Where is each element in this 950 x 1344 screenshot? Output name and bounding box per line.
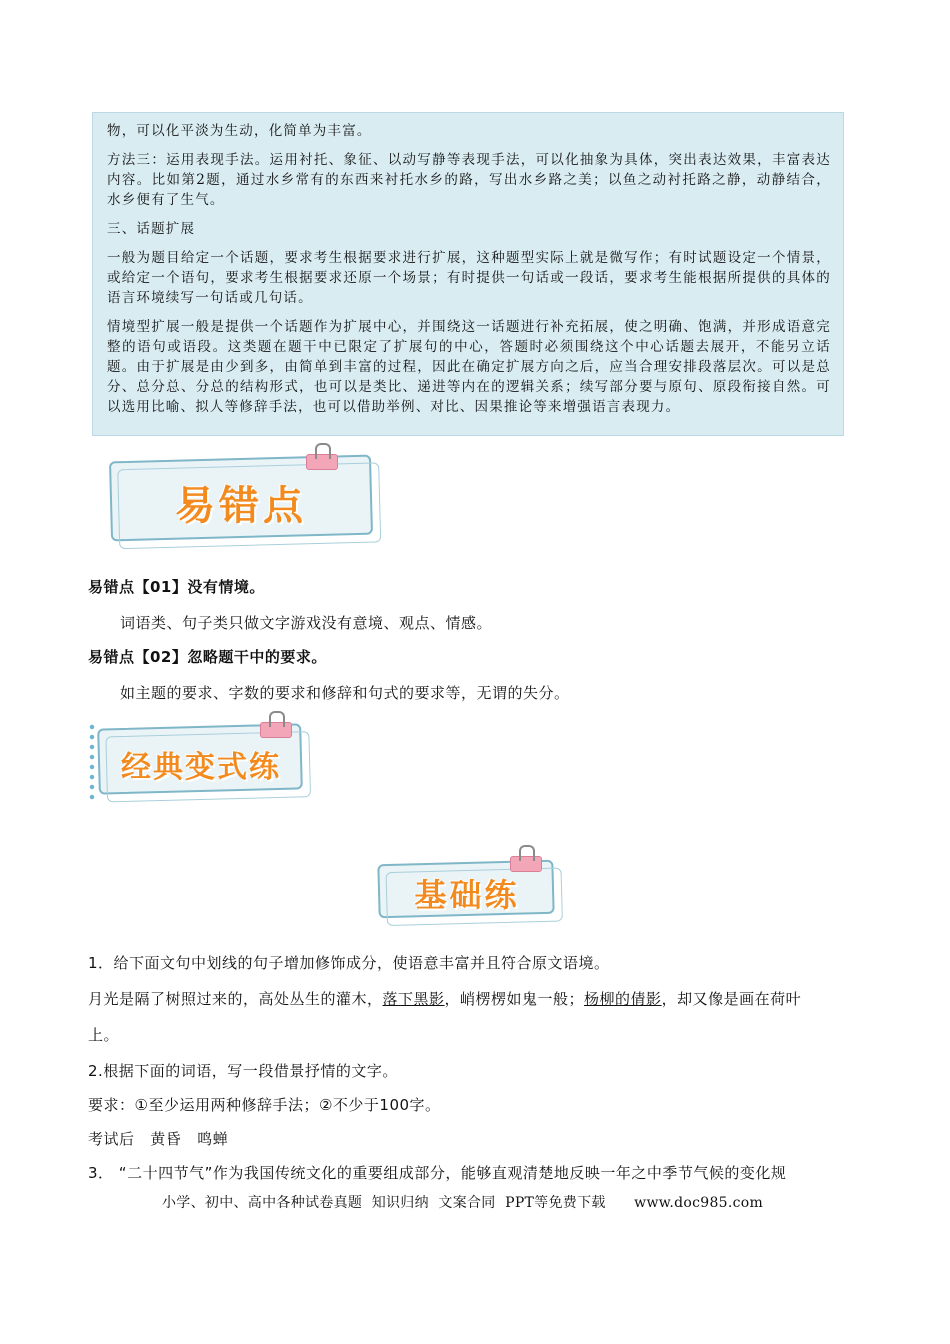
knowledge-box bbox=[92, 112, 844, 436]
basic-banner-title: 基础练 bbox=[414, 876, 520, 914]
box-paragraph: 三、话题扩展 bbox=[107, 221, 196, 237]
error-point-2-text: 如主题的要求、字数的要求和修辞和句式的要求等，无谓的失分。 bbox=[120, 684, 570, 702]
variants-banner-title: 经典变式练 bbox=[121, 750, 281, 785]
box-paragraph: 物，可以化平淡为生动，化简单为丰富。 bbox=[107, 123, 372, 139]
clip-icon bbox=[306, 454, 338, 470]
question-1-passage-end: 上。 bbox=[88, 1026, 120, 1044]
underlined-phrase: 杨柳的倩影 bbox=[584, 990, 662, 1008]
clip-icon bbox=[260, 722, 292, 738]
errors-banner bbox=[100, 452, 382, 544]
errors-banner-title: 易错点 bbox=[175, 483, 307, 529]
error-point-1-text: 词语类、句子类只做文字游戏没有意境、观点、情感。 bbox=[120, 614, 493, 632]
box-paragraph: 一般为题目给定一个话题，要求考生根据要求进行扩展，这种题型实际上就是微写作；有时试题设定一个情景，或给定一个语句，要求考生根据要求还原一个场景；有时提供一句话或一段话，要求考生能根据所提供的具体的语言环境续写一句话或几句话。 bbox=[107, 250, 831, 306]
page-footer: 小学、初中、高中各种试卷真题 知识归纳 文案合同 PPT等免费下载 www.doc985.com bbox=[162, 1195, 764, 1211]
error-point-2-title: 易错点【02】忽略题干中的要求。 bbox=[88, 648, 327, 666]
question-2-requirement: 要求：①至少运用两种修辞手法；②不少于100字。 bbox=[88, 1096, 441, 1114]
variants-banner bbox=[88, 722, 314, 800]
box-paragraph: 情境型扩展一般是提供一个话题作为扩展中心，并围绕这一话题进行补充拓展，使之明确、饱满，并形成语意完整的语句或语段。这类题在题干中已限定了扩展句的中心，答题时必须围绕这个中心话题去展开，不能另立话题。由于扩展是由少到多，由简单到丰富的过程，因此在确定扩展方向之后，应当合理安排段落层次。可以是总分、总分总、分总的结构形式，也可以是类比、递进等内在的逻辑关系；续写部分要与原句、原段衔接自然。可以选用比喻、拟人等修辞手法，也可以借助举例、对比、因果推论等来增强语言表现力。 bbox=[107, 319, 831, 415]
clip-icon bbox=[510, 856, 542, 872]
basic-banner bbox=[372, 856, 562, 922]
question-2: 2.根据下面的词语，写一段借景抒情的文字。 bbox=[88, 1062, 398, 1080]
box-paragraph: 方法三：运用表现手法。运用衬托、象征、以动写静等表现手法，可以化抽象为具体，突出表达效果，丰富表达内容。比如第2题，通过水乡常有的东西来衬托水乡的路，写出水乡路之美；以鱼之动衬托路之静，动静结合，水乡便有了生气。 bbox=[107, 152, 831, 208]
question-1: 1．给下面文句中划线的句子增加修饰成分，使语意丰富并且符合原文语境。 bbox=[88, 954, 610, 972]
question-2-words: 考试后 黄昏 鸣蝉 bbox=[88, 1130, 229, 1148]
error-point-1-title: 易错点【01】没有情境。 bbox=[88, 578, 265, 596]
question-1-passage: 月光是隔了树照过来的，高处丛生的灌木，落下黑影，峭楞楞如鬼一般；杨柳的倩影，却又像是画在荷叶 bbox=[88, 990, 802, 1008]
underlined-phrase: 落下黑影 bbox=[382, 990, 445, 1008]
question-3: 3． “二十四节气”作为我国传统文化的重要组成部分，能够直观清楚地反映一年之中季节气候的变化规 bbox=[88, 1164, 787, 1182]
